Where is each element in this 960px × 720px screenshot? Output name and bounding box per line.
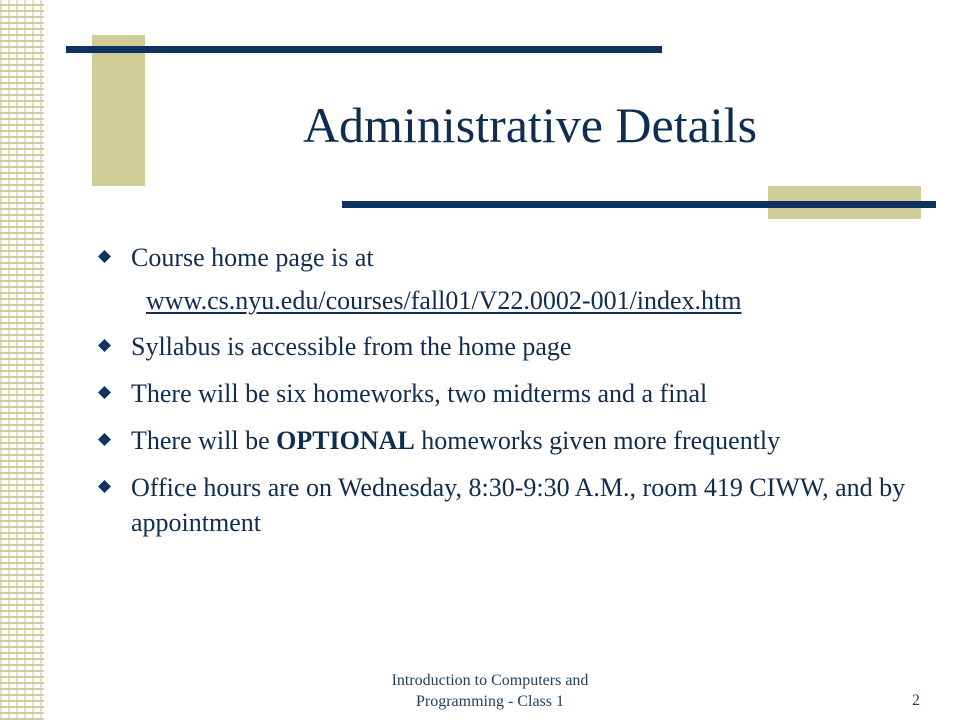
edge-pattern — [0, 0, 44, 720]
diamond-bullet-icon — [98, 339, 111, 352]
bullet-text-after: homeworks given more frequently — [414, 426, 781, 455]
bullet-text: There will be six homeworks, two midterms and a final — [131, 379, 708, 408]
bullet-item-homeworks — [96, 376, 916, 411]
slide-footer — [340, 670, 640, 712]
url-line — [96, 283, 916, 318]
diamond-bullet-icon — [98, 250, 111, 263]
title-rule-top — [66, 46, 662, 53]
footer-line-1: Introduction to Computers and — [391, 672, 589, 689]
title-rule-bottom — [342, 201, 936, 208]
bullet-text: Syllabus is accessible from the home page — [131, 332, 572, 361]
bullet-text: Office hours are on Wednesday, 8:30-9:30 A.M., room 419 CIWW, and by appointment — [131, 473, 906, 537]
bullet-text: Course home page is at — [131, 243, 374, 272]
bullet-item-office-hours — [96, 470, 916, 540]
footer-line-2: Programming - Class 1 — [416, 693, 564, 710]
diamond-bullet-icon — [98, 480, 111, 493]
bullet-text-emphasis: OPTIONAL — [276, 426, 415, 455]
bullet-text-before: There will be — [131, 426, 277, 455]
bullet-item-home-page — [96, 240, 916, 275]
bullet-item-optional-homeworks — [96, 423, 916, 458]
bullet-item-syllabus — [96, 329, 916, 364]
diamond-bullet-icon — [98, 386, 111, 399]
course-home-page-link[interactable]: www.cs.nyu.edu/courses/fall01/V22.0002-001/index.htm — [146, 286, 742, 315]
bullet-list — [96, 240, 916, 552]
page-number: 2 — [912, 692, 920, 709]
slide-title: Administrative Details — [302, 97, 758, 153]
diamond-bullet-icon — [98, 433, 111, 446]
tan-accent-block-top — [92, 35, 145, 186]
